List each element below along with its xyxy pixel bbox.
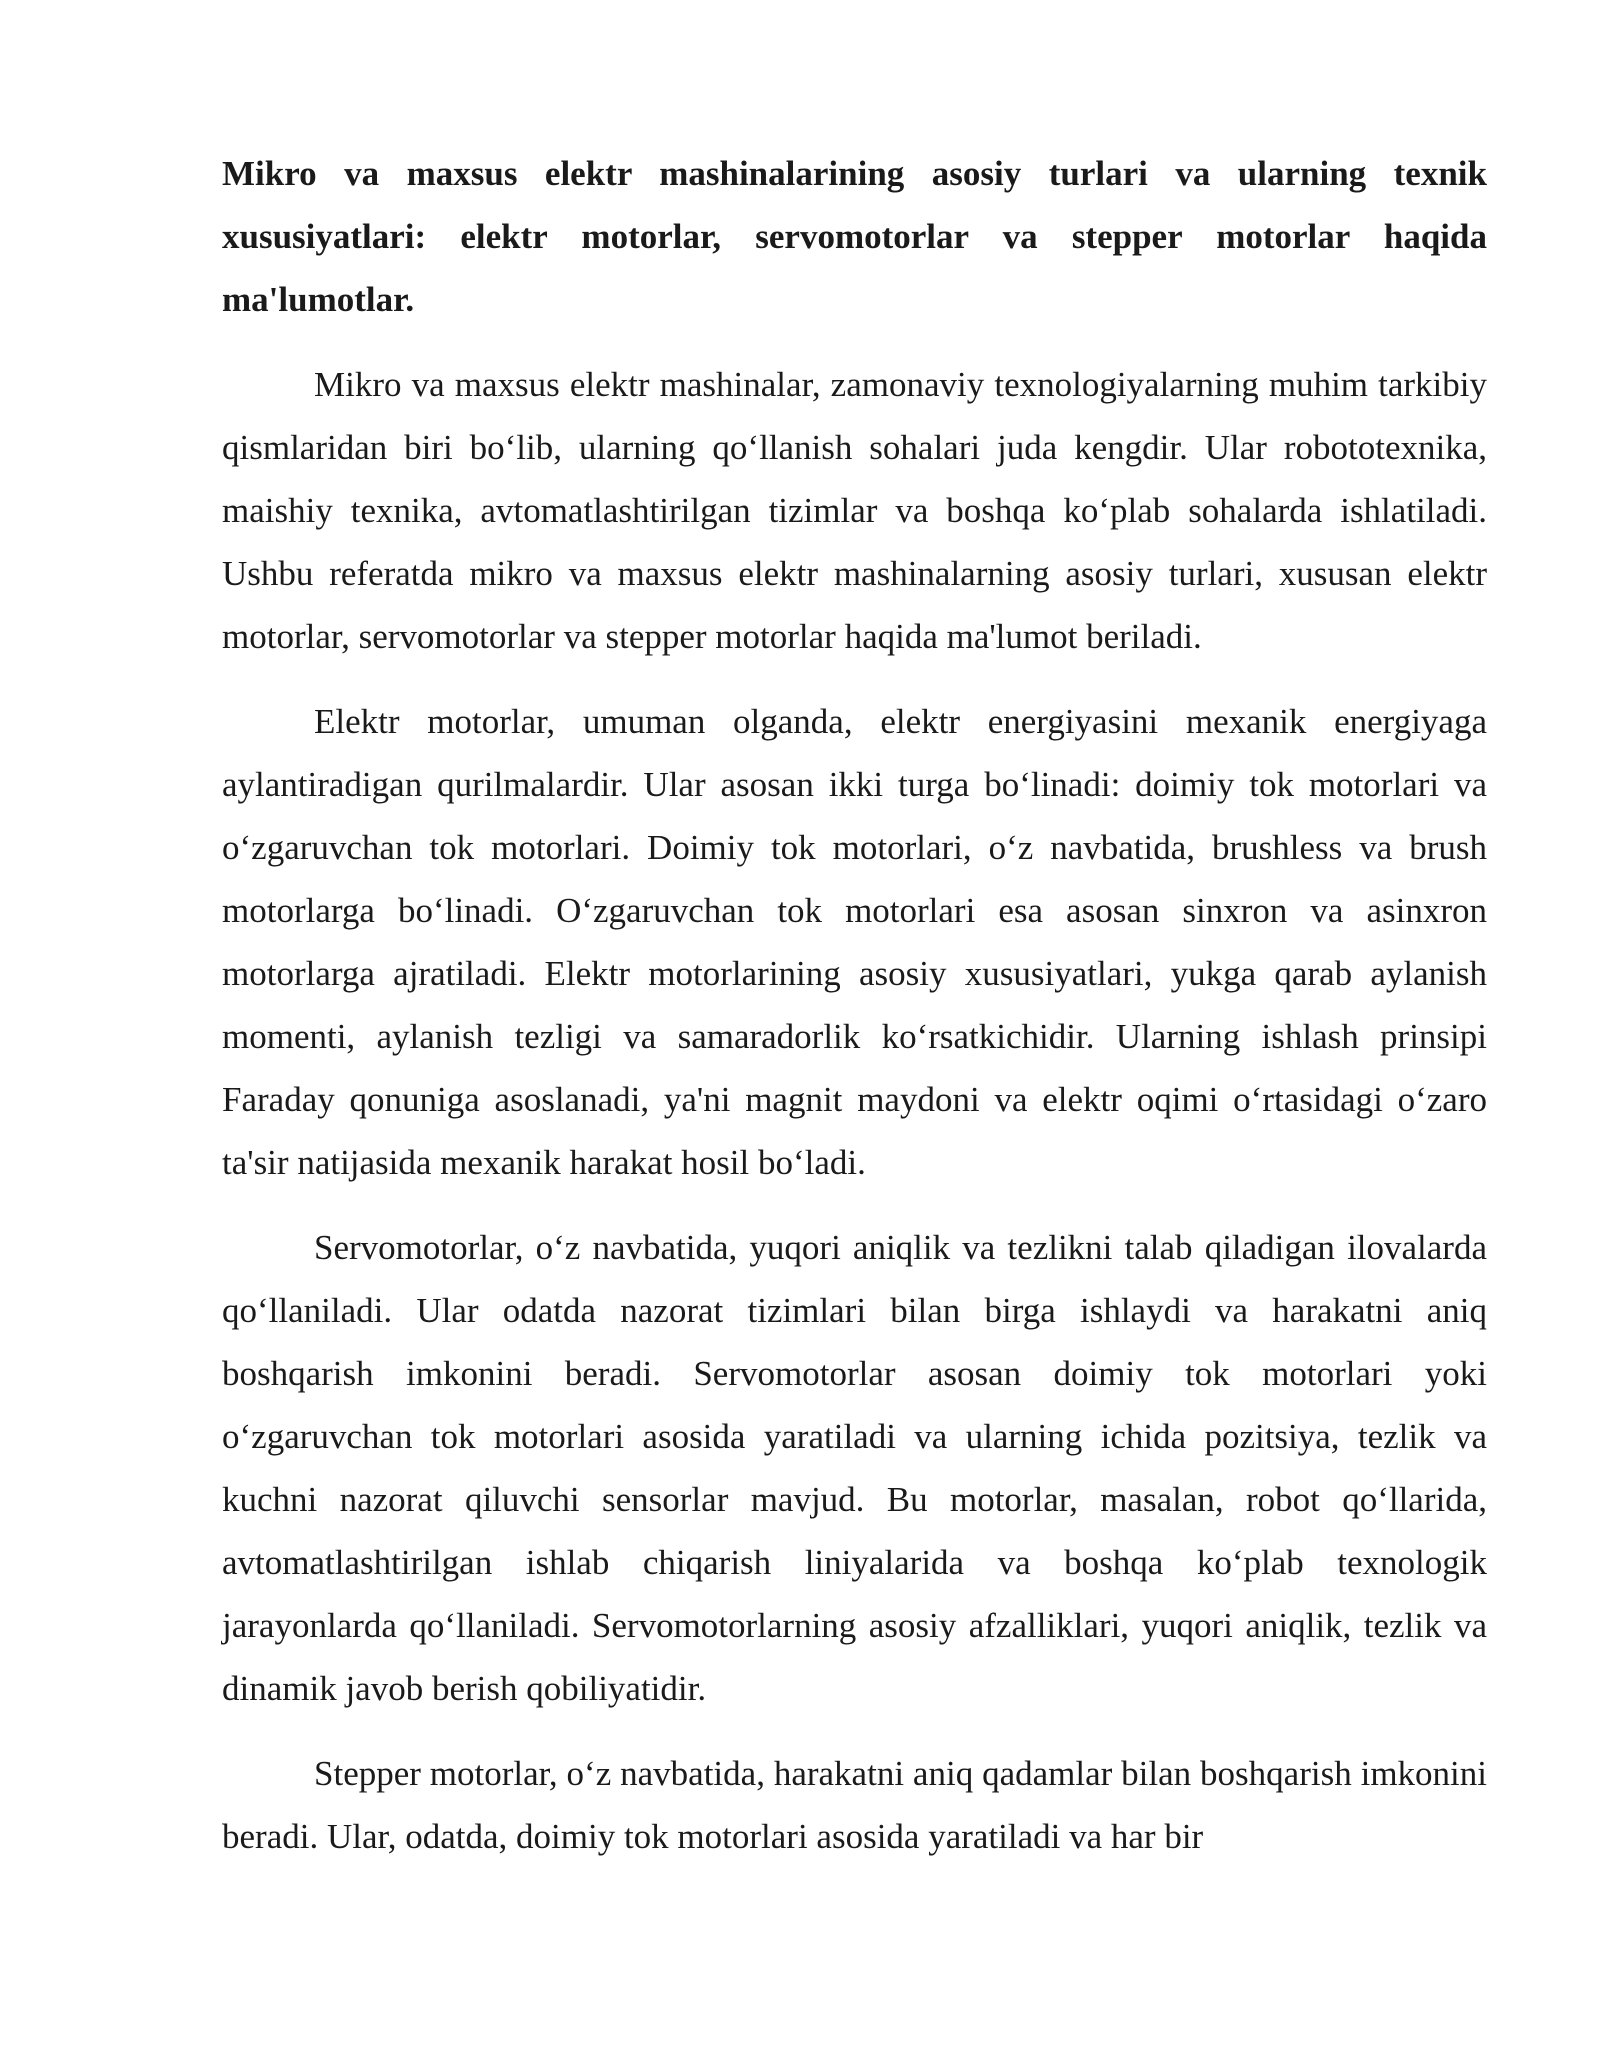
paragraph-stepper-motors: Stepper motorlar, o‘z navbatida, harakatni aniq qadamlar bilan boshqarish imkonini beradi. Ular, odatda, doimiy tok motorlari asosida yaratiladi va har bir	[222, 1754, 1487, 1856]
paragraph-electric-motors: Elektr motorlar, umuman olganda, elektr energiyasini mexanik energiyaga aylantiradigan qurilmalardir. Ular asosan ikki turga bo‘linadi: doimiy tok motorlari va o‘zgaruvchan tok motorlari. Doimiy tok motorlari, o‘z navbatida, brushless va brush motorlarga bo‘linadi. O‘zgaruvchan tok motorlari esa asosan sinxron va asinxron motorlarga ajratiladi. Elektr motorlarining asosiy xususiyatlari, yukga qarab aylanish momenti, aylanish tezligi va samaradorlik ko‘rsatkichidir. Ularning ishlash prinsipi Faraday qonuniga asoslanadi, ya'ni magnit maydoni va elektr oqimi o‘rtasidagi o‘zaro ta'sir natijasida mexanik harakat hosil bo‘ladi.	[222, 702, 1487, 1182]
document-body	[222, 142, 1487, 1890]
paragraph-servomotors: Servomotorlar, o‘z navbatida, yuqori aniqlik va tezlikni talab qiladigan ilovalarda qo‘llaniladi. Ular odatda nazorat tizimlari bilan birga ishlaydi va harakatni aniq boshqarish imkonini beradi. Servomotorlar asosan doimiy tok motorlari yoki o‘zgaruvchan tok motorlari asosida yaratiladi va ularning ichida pozitsiya, tezlik va kuchni nazorat qiluvchi sensorlar mavjud. Bu motorlar, masalan, robot qo‘llarida, avtomatlashtirilgan ishlab chiqarish liniyalarida va boshqa ko‘plab texnologik jarayonlarda qo‘llaniladi. Servomotorlarning asosiy afzalliklari, yuqori aniqlik, tezlik va dinamik javob berish qobiliyatidir.	[222, 1228, 1487, 1708]
document-title: Mikro va maxsus elektr mashinalarining asosiy turlari va ularning texnik xususiyatlari: elektr motorlar, servomotorlar va stepper motorlar haqida ma'lumotlar.	[222, 154, 1487, 319]
paragraph-introduction: Mikro va maxsus elektr mashinalar, zamonaviy texnologiyalarning muhim tarkibiy qismlaridan biri bo‘lib, ularning qo‘llanish sohalari juda kengdir. Ular robototexnika, maishiy texnika, avtomatlashtirilgan tizimlar va boshqa ko‘plab sohalarda ishlatiladi. Ushbu referatda mikro va maxsus elektr mashinalarning asosiy turlari, xususan elektr motorlar, servomotorlar va stepper motorlar haqida ma'lumot beriladi.	[222, 365, 1487, 656]
